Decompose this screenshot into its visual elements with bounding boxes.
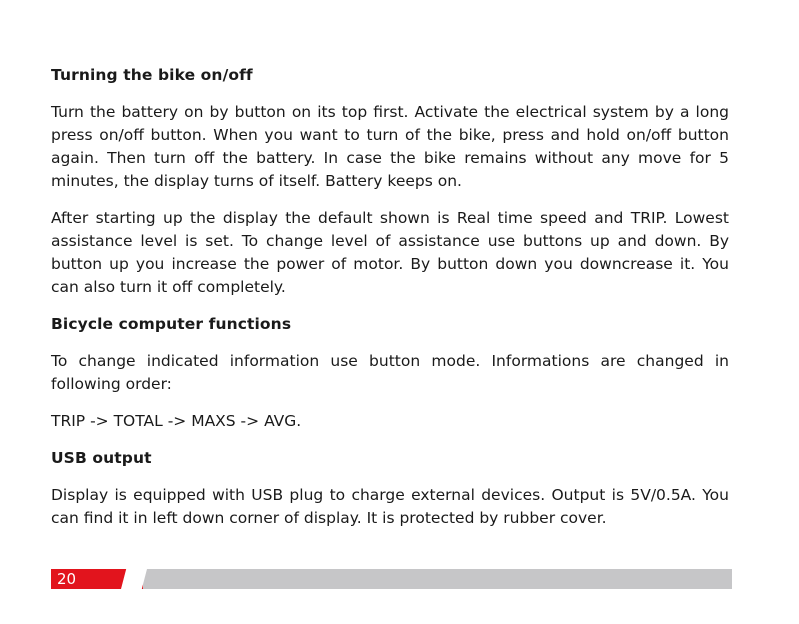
- paragraph-usb-output: Display is equipped with USB plug to charge external devices. Output is 5V/0.5A. You can find it in left down corner of display. It is protected by rubber cover.: [51, 486, 729, 527]
- section-heading-usb-output: USB output: [51, 449, 152, 467]
- section-heading-turning-on-off: Turning the bike on/off: [51, 66, 253, 84]
- section-heading-computer-functions: Bicycle computer functions: [51, 315, 292, 333]
- paragraph-function-order: TRIP -> TOTAL -> MAXS -> AVG.: [51, 412, 302, 430]
- page-number: 20: [57, 570, 77, 588]
- page-footer: [51, 569, 732, 589]
- paragraph-computer-functions: To change indicated information use button mode. Informations are changed in following order:: [51, 352, 729, 393]
- paragraph-turning-on-off: Turn the battery on by button on its top first. Activate the electrical system by a long press on/off button. When you want to turn of the bike, press and hold on/off button again. Then turn off the battery. In case the bike remains without any move for 5 minutes, the display turns of itself. Battery keeps on.: [51, 103, 729, 190]
- page-content: [51, 64, 729, 530]
- footer-bar: [51, 569, 732, 589]
- paragraph-display-startup: After starting up the display the default shown is Real time speed and TRIP. Lowest assistance level is set. To change level of assistance use buttons up and down. By button up you increase the power of motor. By button down you downcrease it. You can also turn it off completely.: [51, 209, 729, 296]
